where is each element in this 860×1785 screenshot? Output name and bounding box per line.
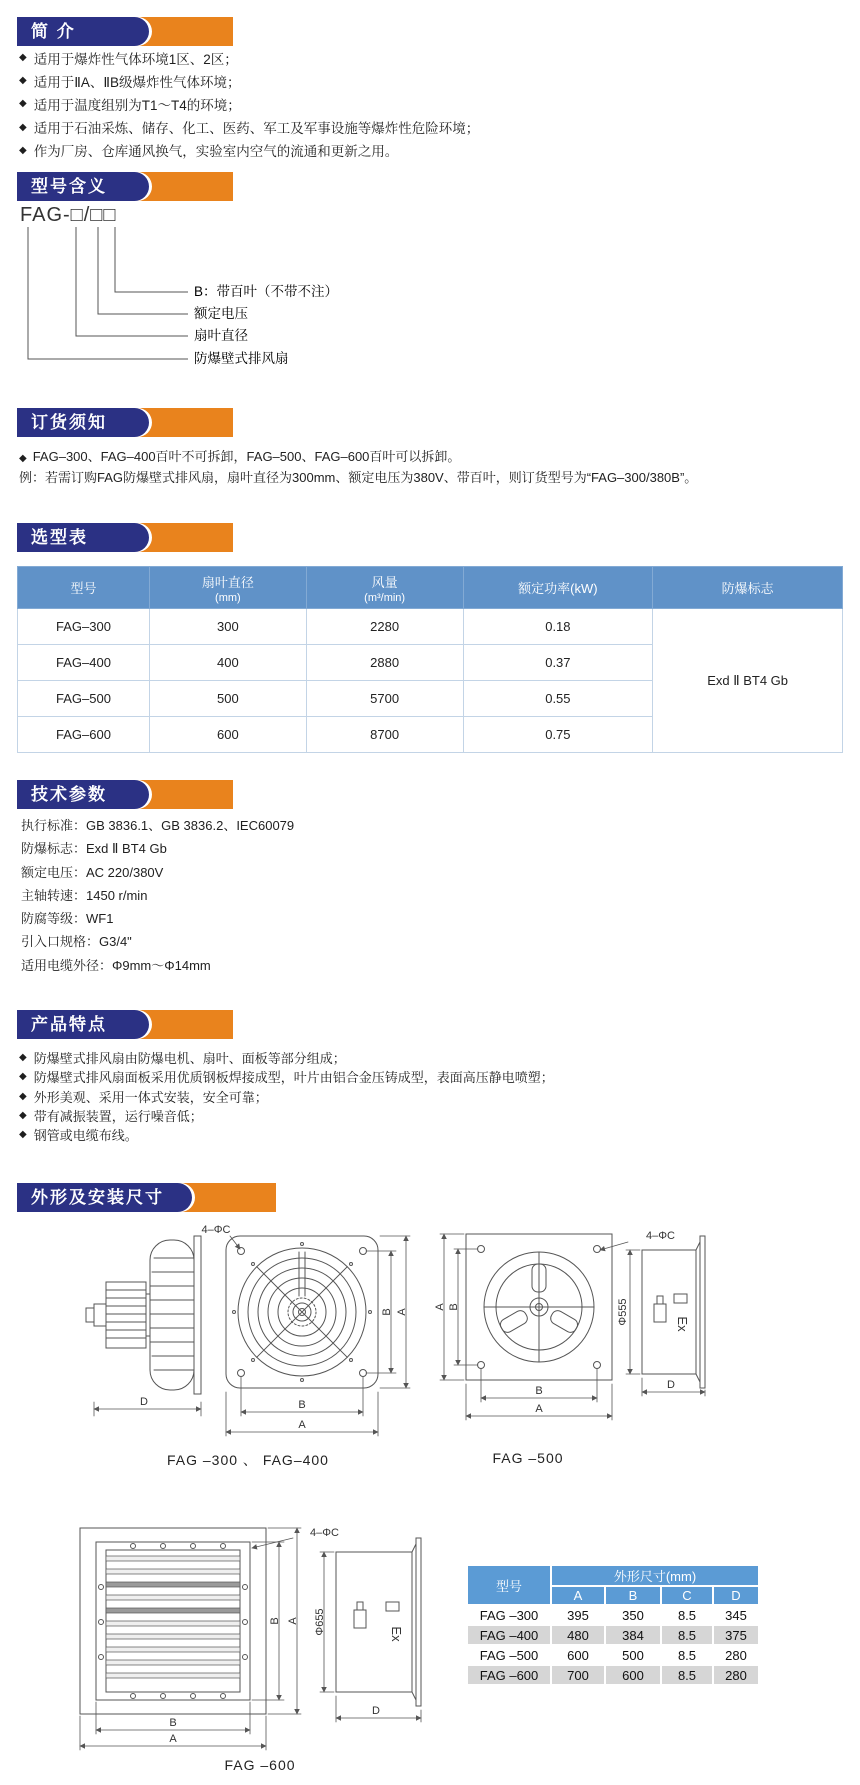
diameter-label-655: Φ655: [314, 1608, 326, 1636]
dim-cell-d: 280: [714, 1646, 760, 1666]
drawing-fag600: [58, 1522, 458, 1765]
dim-cell-b: 350: [606, 1606, 662, 1626]
tech-param-line: 主轴转速：1450 r/min: [21, 887, 148, 903]
dimension-table: [468, 1566, 760, 1686]
model-code-diagram: [20, 203, 540, 383]
dim-label-a: A: [396, 1308, 408, 1316]
diamond-bullet-icon: ◆: [19, 1052, 27, 1064]
cell-model: FAG–600: [18, 717, 150, 753]
diamond-bullet-icon: ◆: [19, 52, 27, 64]
motor-side-view: [86, 1236, 201, 1394]
dim-label-d: D: [372, 1705, 380, 1717]
dim-label-b: B: [448, 1303, 460, 1311]
section-banner-dimensions: [17, 1183, 276, 1212]
dim-cell-b: 600: [606, 1666, 662, 1686]
ex-mark-merged-cell: Exd Ⅱ BT4 Gb: [653, 609, 843, 753]
dim-cell-model: FAG –600: [468, 1666, 552, 1686]
col-header-power: 额定功率(kW): [463, 567, 653, 609]
feature-item: [19, 1125, 554, 1144]
dim-cell-model: FAG –500: [468, 1646, 552, 1666]
dim-subheader-d: D: [714, 1587, 760, 1606]
dim-cell-d: 375: [714, 1626, 760, 1646]
selection-table-header-row: [18, 567, 843, 609]
fan-side-view: [642, 1236, 705, 1388]
cell-power: 0.18: [463, 609, 653, 645]
dim-table-header-row: [468, 1566, 760, 1587]
dim-row: [468, 1606, 760, 1626]
dim-label-d: D: [667, 1379, 675, 1391]
section-banner-features: [17, 1010, 233, 1039]
model-tree-lines: [28, 227, 188, 359]
tree-label-voltage: 额定电压: [194, 306, 248, 321]
feature-item: [19, 1048, 554, 1067]
col-header-airflow: [306, 567, 463, 609]
feature-text: 带有减振装置，运行噪音低；: [33, 1109, 203, 1125]
fan-side-view: [336, 1538, 421, 1706]
col-header-diameter-unit: (mm): [215, 591, 241, 604]
banner-title: 型号含义: [17, 172, 149, 201]
diamond-bullet-icon: ◆: [19, 98, 27, 110]
diamond-bullet-icon: ◆: [19, 1071, 27, 1083]
dim-cell-d: 280: [714, 1666, 760, 1686]
cell-model: FAG–500: [18, 681, 150, 717]
cell-diameter: 300: [150, 609, 307, 645]
dim-label-b: B: [269, 1617, 281, 1625]
diamond-bullet-icon: ◆: [19, 75, 27, 87]
dim-label-a: A: [169, 1733, 177, 1745]
dim-cell-model: FAG –300: [468, 1606, 552, 1626]
banner-title: 外形及安装尺寸: [17, 1183, 192, 1212]
bullet-text: 作为厂房、仓库通风换气，实验室内空气的流通和更新之用。: [33, 144, 399, 160]
dim-cell-a: 395: [552, 1606, 606, 1626]
dim-label-a: A: [434, 1303, 446, 1311]
banner-title: 技术参数: [17, 780, 149, 809]
dim-cell-d: 345: [714, 1606, 760, 1626]
cell-model: FAG–400: [18, 645, 150, 681]
feature-text: 钢管或电缆布线。: [33, 1128, 138, 1144]
ordering-note-text: FAG–300、FAG–400百叶不可拆卸，FAG–500、FAG–600百叶可以拆卸。: [32, 449, 461, 464]
section-banner-intro: [17, 17, 233, 46]
dim-label-a: A: [298, 1419, 306, 1431]
dim-row: [468, 1666, 760, 1686]
dim-label-b: B: [535, 1385, 543, 1397]
diamond-bullet-icon: ◆: [19, 1090, 27, 1102]
section-banner-ordering: [17, 408, 233, 437]
col-header-diameter: [150, 567, 307, 609]
cell-diameter: 400: [150, 645, 307, 681]
tree-label-diameter: 扇叶直径: [194, 328, 248, 343]
feature-list: [19, 1048, 554, 1144]
feature-item: [19, 1106, 554, 1125]
dim-cell-c: 8.5: [662, 1666, 714, 1686]
tech-param-line: 适用电缆外径：Φ9mm～Φ14mm: [21, 957, 211, 973]
drawing-fag300-400: [78, 1224, 418, 1464]
hole-count-label: 4–ΦC: [646, 1230, 675, 1242]
col-header-airflow-unit: (m³/min): [364, 591, 406, 604]
ex-mark-label: Ex: [389, 1626, 404, 1642]
bullet-text: 适用于爆炸性气体环境1区、2区；: [33, 51, 238, 67]
cell-power: 0.55: [463, 681, 653, 717]
bullet-item: [19, 46, 479, 69]
dim-cell-c: 8.5: [662, 1646, 714, 1666]
dim-cell-b: 500: [606, 1646, 662, 1666]
cell-diameter: 500: [150, 681, 307, 717]
diameter-label-555: Φ555: [617, 1298, 629, 1326]
cell-model: FAG–300: [18, 609, 150, 645]
dim-cell-model: FAG –400: [468, 1626, 552, 1646]
drawing-caption-600: FAG –600: [224, 1757, 296, 1773]
table-row: [18, 609, 843, 645]
feature-text: 防爆壁式排风扇由防爆电机、扇叶、面板等部分组成；: [33, 1051, 346, 1067]
dim-cell-a: 480: [552, 1626, 606, 1646]
dim-row: [468, 1626, 760, 1646]
fan-front-view: [466, 1234, 612, 1380]
section-banner-tech: [17, 780, 233, 809]
tree-label-product: 防爆壁式排风扇: [194, 351, 289, 366]
cell-diameter: 600: [150, 717, 307, 753]
diamond-bullet-icon: ◆: [19, 453, 27, 464]
dim-cell-b: 384: [606, 1626, 662, 1646]
dim-cell-a: 600: [552, 1646, 606, 1666]
dim-cell-c: 8.5: [662, 1606, 714, 1626]
section-banner-model-meaning: [17, 172, 233, 201]
cell-power: 0.75: [463, 717, 653, 753]
section-banner-selection: [17, 523, 233, 552]
dim-label-a: A: [287, 1617, 299, 1625]
feature-text: 防爆壁式排风扇面板采用优质钢板焊接成型，叶片由铝合金压铸成型，表面高压静电喷塑；: [33, 1070, 554, 1086]
dim-row: [468, 1646, 760, 1666]
bullet-item: [19, 69, 479, 92]
col-header-ex-mark: 防爆标志: [653, 567, 843, 609]
tree-label-louver: B：带百叶（不带不注）: [194, 284, 339, 299]
dim-subheader-a: A: [552, 1587, 606, 1606]
diamond-bullet-icon: ◆: [19, 1129, 27, 1141]
dim-label-a: A: [535, 1403, 543, 1415]
dim-label-b: B: [381, 1308, 393, 1316]
bullet-item: [19, 92, 479, 115]
bullet-item: [19, 139, 479, 162]
tech-param-line: 执行标准：GB 3836.1、GB 3836.2、IEC60079: [21, 818, 295, 833]
dim-subheader-b: B: [606, 1587, 662, 1606]
ordering-notes: [19, 447, 697, 487]
banner-title: 选型表: [17, 523, 149, 552]
tech-param-line: 防爆标志：Exd Ⅱ BT4 Gb: [21, 841, 167, 857]
tech-param-line: 引入口规格：G3/4": [21, 934, 132, 950]
dim-header-group: 外形尺寸(mm): [552, 1566, 760, 1587]
banner-title: 订货须知: [17, 408, 149, 437]
louver-front-view: [80, 1528, 266, 1714]
dim-cell-c: 8.5: [662, 1626, 714, 1646]
cell-airflow: 5700: [306, 681, 463, 717]
diamond-bullet-icon: ◆: [19, 1110, 27, 1122]
tech-param-line: 防腐等级：WF1: [21, 911, 114, 927]
cell-power: 0.37: [463, 645, 653, 681]
feature-text: 外形美观、采用一体式安装，安全可靠；: [33, 1089, 268, 1105]
dim-header-model: 型号: [468, 1566, 552, 1606]
dimension-lines: [440, 1234, 705, 1420]
diamond-bullet-icon: ◆: [19, 144, 27, 156]
bullet-text: 适用于温度组别为T1～T4的环境；: [33, 97, 241, 113]
intro-bullet-list: [19, 46, 479, 162]
drawing-caption-300-400: FAG –300 、 FAG–400: [167, 1452, 329, 1468]
model-code: FAG-□/□□: [20, 204, 117, 226]
feature-item: [19, 1067, 554, 1086]
drawing-fag500: [428, 1224, 728, 1464]
col-header-diameter-line1: 扇叶直径: [201, 574, 254, 590]
banner-title: 简 介: [17, 17, 149, 46]
dim-cell-a: 700: [552, 1666, 606, 1686]
tech-param-list: [21, 814, 294, 977]
ex-mark-label: Ex: [675, 1316, 690, 1332]
col-header-model: 型号: [18, 567, 150, 609]
diamond-bullet-icon: ◆: [19, 121, 27, 133]
ordering-note-line: [19, 447, 697, 468]
bullet-item: [19, 116, 479, 139]
selection-table: [17, 566, 843, 753]
cell-airflow: 8700: [306, 717, 463, 753]
banner-title: 产品特点: [17, 1010, 149, 1039]
cell-airflow: 2280: [306, 609, 463, 645]
dim-label-b: B: [169, 1717, 177, 1729]
dim-label-b: B: [298, 1399, 306, 1411]
feature-item: [19, 1087, 554, 1106]
drawing-caption-500: FAG –500: [492, 1450, 564, 1466]
tech-param-line: 额定电压：AC 220/380V: [21, 864, 164, 880]
dim-subheader-c: C: [662, 1587, 714, 1606]
dim-label-d: D: [140, 1396, 148, 1408]
hole-count-label: 4–ΦC: [310, 1527, 339, 1539]
hole-count-label: 4–ΦC: [201, 1224, 231, 1236]
bullet-text: 适用于ⅡA、ⅡB级爆炸性气体环境；: [33, 74, 241, 90]
fan-front-view: [226, 1236, 378, 1388]
col-header-airflow-line1: 风量: [371, 574, 398, 590]
cell-airflow: 2880: [306, 645, 463, 681]
bullet-text: 适用于石油采炼、储存、化工、医药、军工及军事设施等爆炸性危险环境；: [33, 121, 480, 137]
ordering-example-line: 例：若需订购FAG防爆壁式排风扇，扇叶直径为300mm、额定电压为380V、带百叶，则订货型号为“FAG–300/380B”。: [19, 470, 698, 485]
